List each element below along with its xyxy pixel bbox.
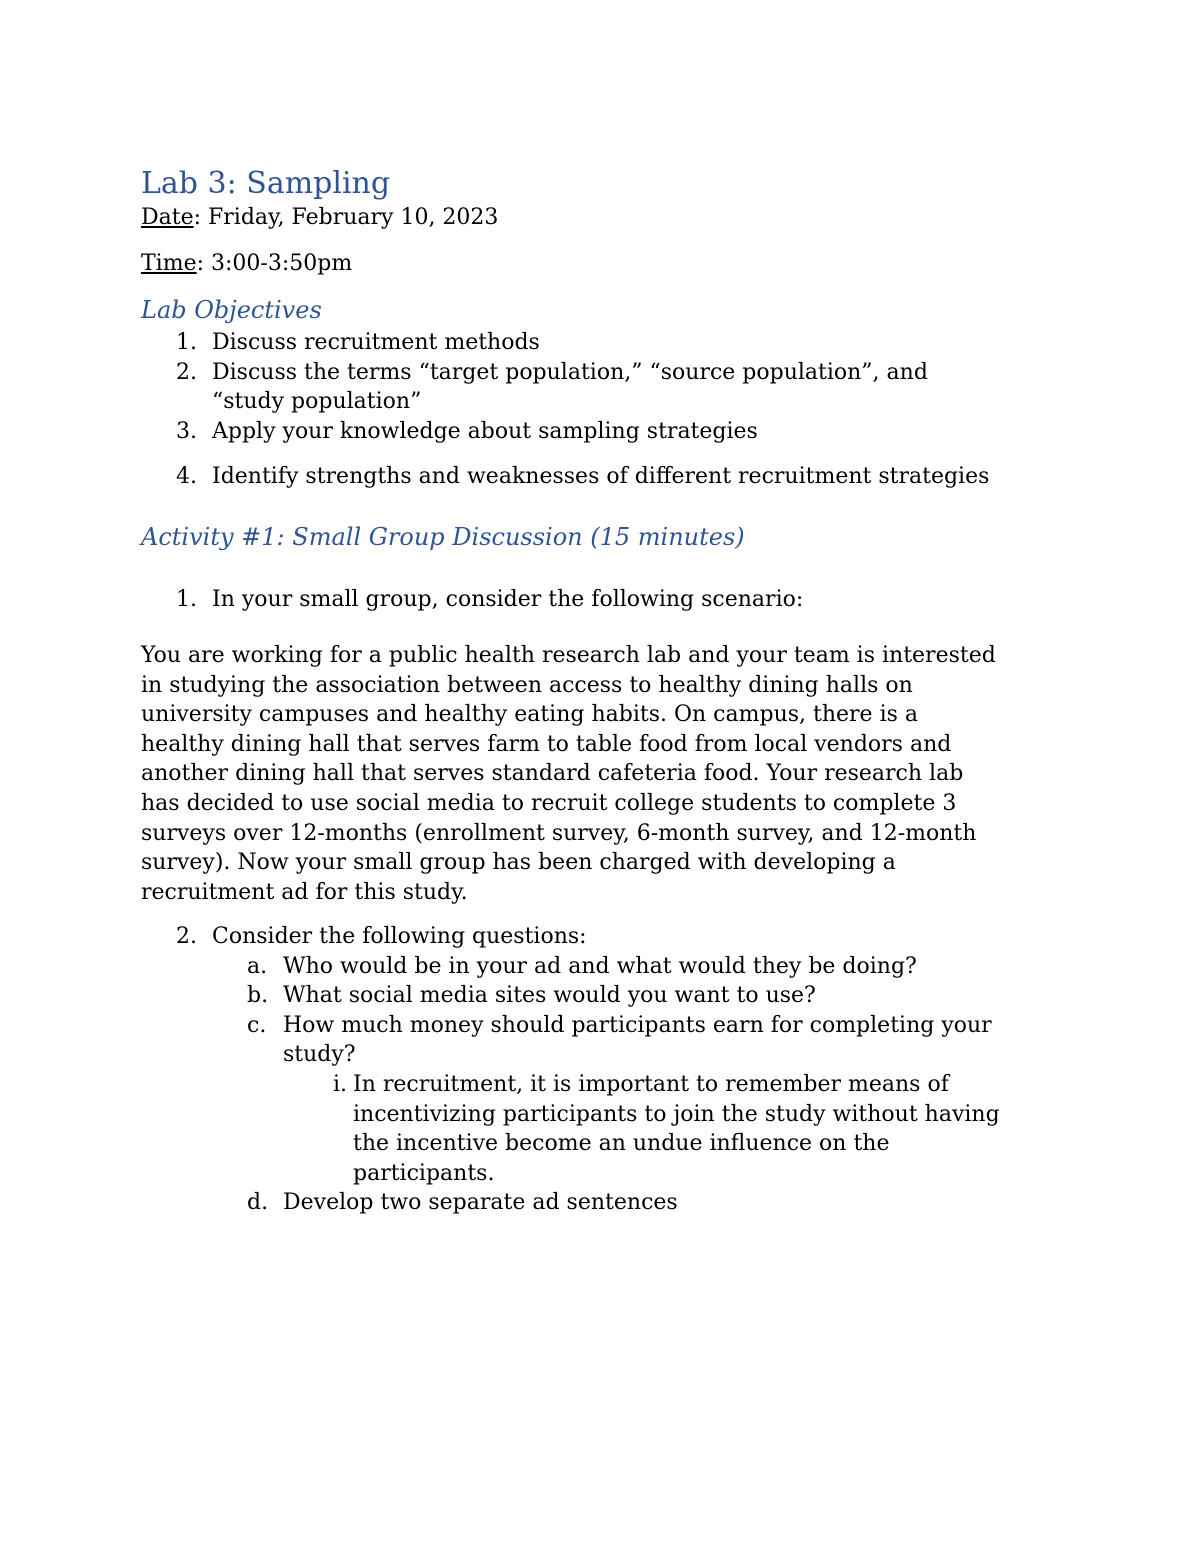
scenario-line: survey). Now your small group has been charged with developing a	[141, 850, 896, 876]
list-marker: a.	[247, 954, 268, 979]
objective-item	[176, 358, 928, 388]
step-text: Consider the following questions:	[212, 924, 587, 949]
objective-text: Discuss recruitment methods	[212, 330, 540, 355]
objective-text: Apply your knowledge about sampling strategies	[212, 419, 758, 444]
sub-question-text-continued: participants.	[353, 1161, 495, 1186]
scenario-line: another dining hall that serves standard cafeteria food. Your research lab	[141, 761, 964, 787]
objectives-heading: Lab Objectives	[141, 296, 322, 324]
question-text: What social media sites would you want to use?	[283, 983, 816, 1008]
objective-item	[176, 328, 540, 358]
question-item	[247, 981, 816, 1011]
scenario-line: recruitment ad for this study.	[141, 879, 468, 905]
list-marker: 1.	[176, 587, 197, 612]
date-label: Date	[141, 205, 194, 230]
sub-question-text: In recruitment, it is important to remember means of	[353, 1072, 949, 1097]
scenario-line: has decided to use social media to recruit college students to complete 3	[141, 790, 957, 816]
scenario-line: in studying the association between access to healthy dining halls on	[141, 672, 913, 698]
question-text: Develop two separate ad sentences	[283, 1190, 678, 1215]
scenario-line: university campuses and healthy eating habits. On campus, there is a	[141, 702, 919, 728]
list-marker: 3.	[176, 419, 197, 444]
objective-item	[176, 462, 989, 492]
list-marker: 1.	[176, 330, 197, 355]
objective-text: Identify strengths and weaknesses of different recruitment strategies	[212, 464, 990, 489]
date-value: : Friday, February 10, 2023	[193, 205, 499, 230]
list-marker: 4.	[176, 464, 197, 489]
list-marker: i.	[333, 1072, 348, 1097]
objective-item	[176, 417, 758, 447]
scenario-line: You are working for a public health research lab and your team is interested	[141, 643, 996, 668]
objective-text-continued: “study population”	[212, 389, 422, 414]
activity-step	[176, 585, 803, 615]
step-text: In your small group, consider the following scenario:	[212, 587, 804, 612]
page-title: Lab 3: Sampling	[141, 166, 391, 201]
sub-question-text-continued: the incentive become an undue influence on the	[353, 1131, 890, 1156]
time-value: : 3:00-3:50pm	[196, 251, 353, 276]
question-text: Who would be in your ad and what would they be doing?	[283, 954, 917, 979]
time-label: Time	[141, 251, 197, 276]
date-line	[141, 203, 498, 233]
list-marker: 2.	[176, 360, 197, 385]
question-item	[247, 1011, 992, 1041]
time-line	[141, 249, 352, 279]
activity-step	[176, 922, 587, 952]
activity-heading: Activity #1: Small Group Discussion (15 minutes)	[141, 523, 745, 551]
question-text-continued: study?	[283, 1042, 356, 1067]
question-text: How much money should participants earn for completing your	[283, 1013, 992, 1038]
objective-text: Discuss the terms “target population,” “source population”, and	[212, 360, 928, 385]
sub-question-item	[333, 1070, 949, 1100]
scenario-paragraph	[141, 641, 996, 907]
scenario-line: healthy dining hall that serves farm to table food from local vendors and	[141, 731, 952, 757]
list-marker: b.	[247, 983, 269, 1008]
question-item	[247, 1188, 678, 1218]
list-marker: d.	[247, 1190, 269, 1215]
question-item	[247, 952, 917, 982]
scenario-line: surveys over 12-months (enrollment survey, 6-month survey, and 12-month	[141, 820, 977, 846]
list-marker: 2.	[176, 924, 197, 949]
list-marker: c.	[247, 1013, 267, 1038]
sub-question-text-continued: incentivizing participants to join the study without having	[353, 1102, 1000, 1127]
